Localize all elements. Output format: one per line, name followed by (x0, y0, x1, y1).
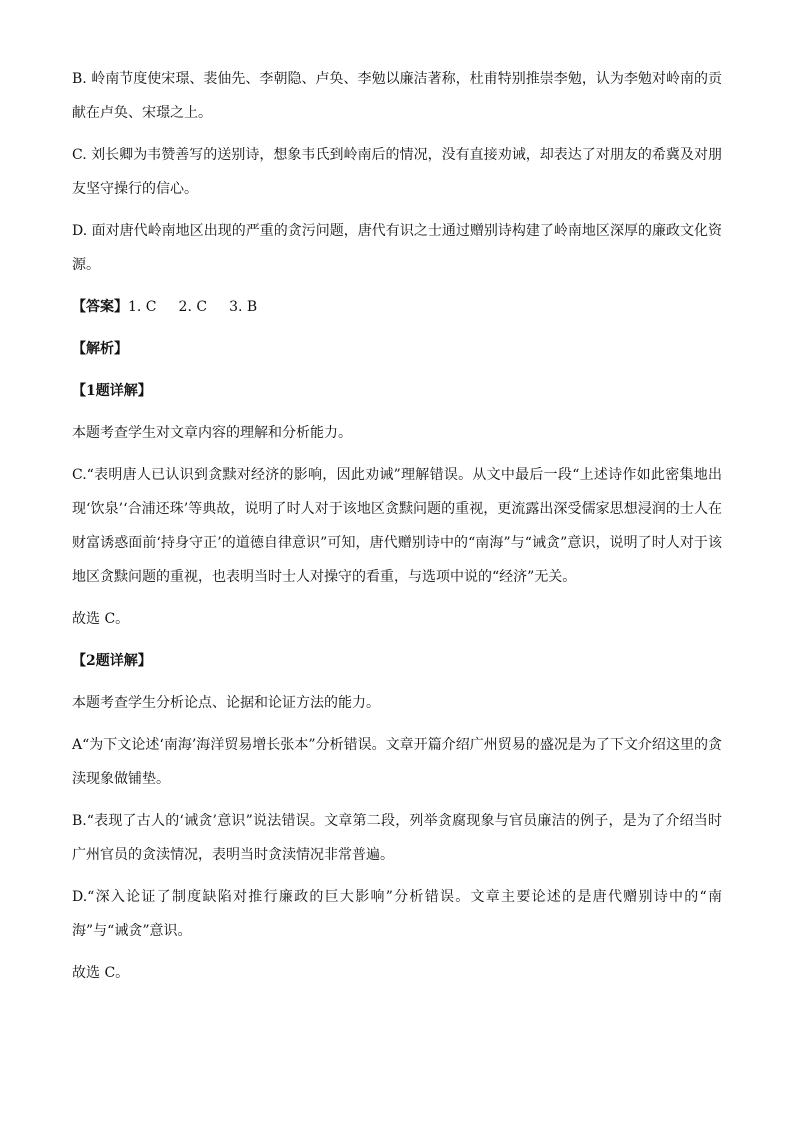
answer-label: 【答案】 (72, 299, 128, 315)
option-d: D. 面对唐代岭南地区出现的严重的贪污问题，唐代有识之士通过赠别诗构建了岭南地区深厚的廉政文化资源。 (72, 223, 722, 273)
answer-item-3: 3. B (229, 299, 258, 315)
q1-intro: 本题考查学生对文章内容的理解和分析能力。 (72, 425, 352, 441)
q2-option-d: D.“深入论证了制度缺陷对推行廉政的巨大影响”分析错误。文章主要论述的是唐代赠别诗中的“南海”与“诫贪”意识。 (72, 889, 722, 939)
q1-body: C.“表明唐人已认识到贪黩对经济的影响，因此劝诫”理解错误。从文中最后一段“上述诗作如此密集地出现‘饮泉’‘合浦还珠’等典故，说明了时人对于该地区贪黩问题的重视，更流露出深受儒家思想浸润的士人在财富诱惑面前‘持身守正’的道德自律意识”可知，唐代赠别诗中的“南海”与“诫贪”意识，说明了时人对于该地区贪黩问题的重视，也表明当时士人对操守的看重，与选项中说的“经济”无关。 (72, 467, 722, 585)
q2-intro: 本题考查学生分析论点、论据和论证方法的能力。 (72, 695, 380, 711)
option-b: B. 岭南节度使宋璟、裴伷先、李朝隐、卢奂、李勉以廉洁著称，杜甫特别推崇李勉，认为李勉对岭南的贡献在卢奂、宋璟之上。 (72, 71, 722, 121)
q1-conclusion: 故选 C。 (72, 611, 130, 627)
q2-conclusion: 故选 C。 (72, 965, 130, 981)
q2-heading: 【2题详解】 (72, 653, 152, 669)
q2-option-b: B.“表现了古人的‘诫贪’意识”说法错误。文章第二段，列举贪腐现象与官员廉洁的例子，是为了介绍当时广州官员的贪渎情况，表明当时贪渎情况非常普遍。 (72, 813, 722, 863)
option-c: C. 刘长卿为韦赞善写的送别诗，想象韦氏到岭南后的情况，没有直接劝诫，却表达了对朋友的希冀及对朋友坚守操行的信心。 (72, 147, 722, 197)
q1-heading: 【1题详解】 (72, 383, 152, 399)
analysis-label: 【解析】 (72, 341, 128, 357)
answer-item-1: 1. C (128, 299, 157, 315)
document-page (72, 62, 722, 998)
answer-item-2: 2. C (178, 299, 208, 315)
q2-option-a: A“为下文论述‘南海’海洋贸易增长张本”分析错误。文章开篇介绍广州贸易的盛况是为了下文介绍这里的贪渎现象做铺垫。 (72, 737, 722, 787)
answer-line (72, 290, 722, 324)
